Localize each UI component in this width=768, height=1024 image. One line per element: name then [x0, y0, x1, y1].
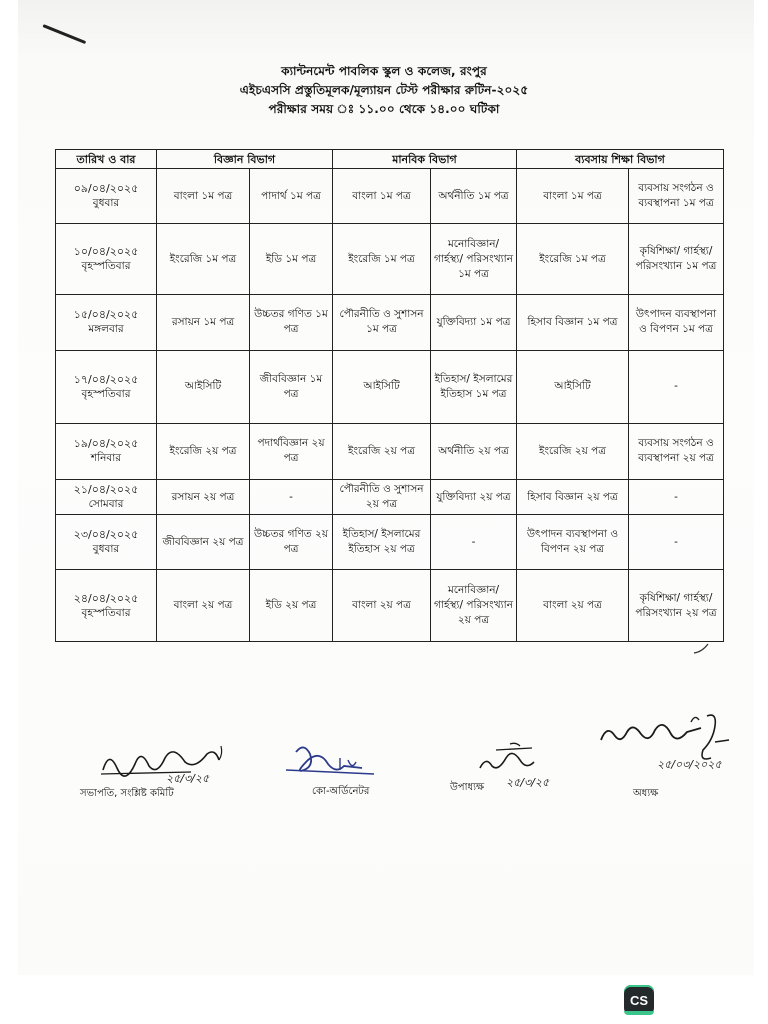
business-subject-1: বাংলা ২য় পত্র: [517, 570, 629, 642]
humanities-subject-1: পৌরনীতি ও সুশাসন ২য় পত্র: [333, 479, 431, 514]
coordinator-signature-block: [282, 740, 382, 810]
principal-label: অধ্যক্ষ: [633, 788, 659, 799]
humanities-subject-2: অর্থনীতি ২য় পত্র: [431, 423, 517, 479]
science-subject-2: ইডি ২য় পত্র: [250, 570, 333, 642]
humanities-subject-1: পৌরনীতি ও সুশাসন ১ম পত্র: [333, 294, 431, 350]
humanities-subject-2: মনোবিজ্ঞান/ গার্হস্থ্য/ পরিসংখ্যান ২য় পত্র: [431, 570, 517, 642]
chairman-signature-block: [80, 740, 230, 810]
humanities-subject-2: অর্থনীতি ১ম পত্র: [431, 169, 517, 224]
business-subject-1: হিসাব বিজ্ঞান ১ম পত্র: [517, 294, 629, 350]
principal-sign-date: ২৫/০৩/২০২৫: [657, 758, 722, 771]
table-row: [56, 570, 724, 642]
humanities-subject-1: ইংরেজি ২য় পত্র: [333, 423, 431, 479]
coordinator-signature: [282, 740, 377, 782]
science-subject-2: -: [250, 479, 333, 514]
date-cell: [56, 479, 157, 514]
header-business: ব্যবসায় শিক্ষা বিভাগ: [517, 150, 724, 169]
vice-principal-label: উপাধ্যক্ষ: [450, 782, 485, 793]
business-subject-2: -: [629, 479, 724, 514]
chairman-signature: [95, 740, 235, 785]
date-cell: [56, 169, 157, 224]
weekday: বৃহস্পতিবার: [81, 606, 131, 619]
business-subject-2: ব্যবসায় সংগঠন ও ব্যবস্থাপনা ২য় পত্র: [629, 423, 724, 479]
business-subject-2: কৃষিশিক্ষা/ গার্হস্থ্য/ পরিসংখ্যান ২য় পত্র: [629, 570, 724, 642]
principal-signature: [595, 710, 750, 790]
table-row: [56, 169, 724, 224]
date: ১০/০৪/২০২৫: [73, 245, 139, 259]
chairman-label: সভাপতি, সংশ্লিষ্ট কমিটি: [80, 788, 174, 799]
business-subject-1: আইসিটি: [517, 351, 629, 423]
business-subject-2: ব্যবসায় সংগঠন ও ব্যবস্থাপনা ১ম পত্র: [629, 169, 724, 224]
humanities-subject-2: ইতিহাস/ ইসলামের ইতিহাস ১ম পত্র: [431, 351, 517, 423]
date-cell: [56, 423, 157, 479]
date-cell: [56, 294, 157, 350]
humanities-subject-2: -: [431, 515, 517, 570]
humanities-subject-2: মনোবিজ্ঞান/ গার্হস্থ্য/ পরিসংখ্যান ১ম পত্র: [431, 224, 517, 294]
school-name: ক্যান্টনমেন্ট পাবলিক স্কুল ও কলেজ, রংপুর: [281, 64, 487, 78]
science-subject-2: ইডি ১ম পত্র: [250, 224, 333, 294]
header-date-day: তারিখ ও বার: [56, 150, 157, 169]
date: ১৯/০৪/২০২৫: [73, 437, 139, 451]
vice-principal-signature-block: [450, 740, 590, 810]
science-subject-1: ইংরেজি ১ম পত্র: [157, 224, 250, 294]
humanities-subject-1: ইতিহাস/ ইসলামের ইতিহাস ২য় পত্র: [333, 515, 431, 570]
date: ২১/০৪/২০২৫: [73, 483, 139, 497]
table-row: [56, 515, 724, 570]
date: ০৯/০৪/২০২৫: [73, 182, 139, 196]
humanities-subject-1: বাংলা ২য় পত্র: [333, 570, 431, 642]
science-subject-1: রসায়ন ২য় পত্র: [157, 479, 250, 514]
science-subject-1: বাংলা ১ম পত্র: [157, 169, 250, 224]
science-subject-2: জীববিজ্ঞান ১ম পত্র: [250, 351, 333, 423]
science-subject-1: বাংলা ২য় পত্র: [157, 570, 250, 642]
exam-routine-table: [55, 149, 724, 642]
science-subject-1: ইংরেজি ২য় পত্র: [157, 423, 250, 479]
principal-signature-block: [595, 710, 760, 810]
vice-principal-sign-date: ২৫/৩/২৫: [506, 776, 550, 789]
science-subject-2: পদার্থবিজ্ঞান ২য় পত্র: [250, 423, 333, 479]
science-subject-1: রসায়ন ১ম পত্র: [157, 294, 250, 350]
table-header-row: [56, 150, 724, 169]
science-subject-2: পাদার্থ ১ম পত্র: [250, 169, 333, 224]
table-row: [56, 224, 724, 294]
signature-area: [0, 700, 768, 820]
date: ২৩/০৪/২০২৫: [73, 528, 139, 542]
exam-time: পরীক্ষার সময় ঃ ১১.০০ থেকে ১৪.০০ ঘটিকা: [268, 102, 500, 116]
date-cell: [56, 515, 157, 570]
weekday: শনিবার: [90, 452, 122, 465]
weekday: বুধবার: [92, 543, 120, 556]
exam-title: এইচএসসি প্রস্তুতিমূলক/মূল্যায়ন টেস্ট পরীক্ষার রুটিন-২০২৫: [239, 83, 529, 97]
business-subject-2: -: [629, 515, 724, 570]
table-row: [56, 351, 724, 423]
weekday: মঙ্গলবার: [88, 323, 124, 336]
table-body: [56, 169, 724, 642]
date: ১৫/০৪/২০২৫: [73, 308, 139, 322]
business-subject-2: উৎপাদন ব্যবস্থাপনা ও বিপণন ১ম পত্র: [629, 294, 724, 350]
business-subject-2: -: [629, 351, 724, 423]
science-subject-2: উচ্চতর গণিত ১ম পত্র: [250, 294, 333, 350]
weekday: সোমবার: [88, 498, 124, 511]
weekday: বৃহস্পতিবার: [81, 387, 131, 400]
weekday: বৃহস্পতিবার: [81, 260, 131, 273]
weekday: বুধবার: [92, 197, 120, 210]
business-subject-1: বাংলা ১ম পত্র: [517, 169, 629, 224]
business-subject-1: হিসাব বিজ্ঞান ২য় পত্র: [517, 479, 629, 514]
business-subject-1: উৎপাদন ব্যবস্থাপনা ও বিপণন ২য় পত্র: [517, 515, 629, 570]
date-cell: [56, 224, 157, 294]
business-subject-2: কৃষিশিক্ষা/ গার্হস্থ্য/ পরিসংখ্যান ১ম পত্র: [629, 224, 724, 294]
camscanner-badge-icon: [624, 985, 654, 1015]
humanities-subject-1: বাংলা ১ম পত্র: [333, 169, 431, 224]
business-subject-1: ইংরেজি ১ম পত্র: [517, 224, 629, 294]
table-row: [56, 423, 724, 479]
humanities-subject-2: যুক্তিবিদ্যা ১ম পত্র: [431, 294, 517, 350]
table-row: [56, 479, 724, 514]
date: ১৭/০৪/২০২৫: [73, 372, 139, 386]
science-subject-1: জীববিজ্ঞান ২য় পত্র: [157, 515, 250, 570]
header-science: বিজ্ঞান বিভাগ: [157, 150, 333, 169]
badge-text: CS: [629, 992, 649, 1008]
science-subject-1: আইসিটি: [157, 351, 250, 423]
table-row: [56, 294, 724, 350]
chairman-sign-date: ২৫/৩/২৫: [166, 772, 210, 785]
pen-tick-mark: [692, 640, 712, 656]
document-header: [0, 62, 768, 119]
business-subject-1: ইংরেজি ২য় পত্র: [517, 423, 629, 479]
header-humanities: মানবিক বিভাগ: [333, 150, 517, 169]
date-cell: [56, 570, 157, 642]
date-cell: [56, 351, 157, 423]
science-subject-2: উচ্চতর গণিত ২য় পত্র: [250, 515, 333, 570]
humanities-subject-1: ইংরেজি ১ম পত্র: [333, 224, 431, 294]
humanities-subject-1: আইসিটি: [333, 351, 431, 423]
humanities-subject-2: যুক্তিবিদ্যা ২য় পত্র: [431, 479, 517, 514]
date: ২৪/০৪/২০২৫: [73, 591, 139, 605]
coordinator-label: কো-অর্ডিনেটর: [312, 786, 370, 797]
